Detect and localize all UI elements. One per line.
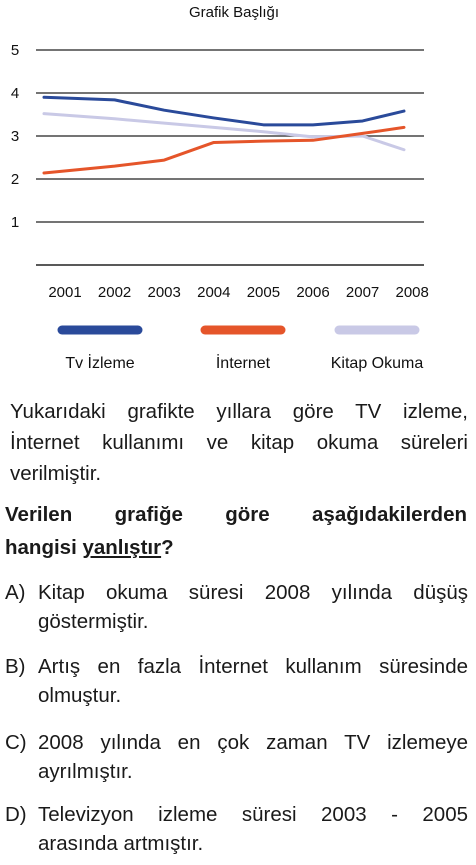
legend-label: Kitap Okuma — [330, 355, 424, 372]
y-tick-label: 4 — [10, 85, 20, 102]
option-letter: A) — [5, 581, 26, 604]
x-tick-label: 2008 — [395, 284, 429, 301]
intro-line: İnternet kullanımı ve kitap okuma süreleri — [10, 431, 468, 454]
option-text-line: ayrılmıştır. — [38, 760, 133, 783]
y-tick-label: 2 — [10, 171, 20, 188]
x-tick-label: 2007 — [345, 284, 380, 301]
option-text-line: göstermiştir. — [38, 610, 149, 633]
prompt-prefix: hangisi — [5, 536, 83, 559]
option-letter: C) — [5, 731, 27, 754]
intro-line: Yukarıdaki grafikte yıllara göre TV izleme, — [10, 400, 468, 423]
x-tick-label: 2006 — [296, 284, 330, 301]
option-text-line: Televizyon izleme süresi 2003 - 2005 — [38, 803, 468, 826]
series-lines — [44, 97, 404, 173]
y-tick-label: 1 — [10, 214, 20, 231]
prompt-line: Verilen grafiğe göre aşağıdakilerden — [5, 503, 467, 526]
option-text-line: Artış en fazla İnternet kullanım süresinde — [38, 655, 468, 678]
x-tick-label: 2001 — [48, 284, 82, 301]
legend-label: İnternet — [215, 355, 271, 372]
option-text-line: Kitap okuma süresi 2008 yılında düşüş — [38, 581, 468, 604]
intro-line: verilmiştir. — [10, 462, 102, 485]
y-tick-label: 5 — [10, 42, 20, 59]
question-intro — [10, 396, 468, 489]
x-tick-label: 2005 — [246, 284, 281, 301]
option-letter: B) — [5, 655, 26, 678]
question-prompt — [5, 498, 467, 564]
option-letter: D) — [5, 803, 27, 826]
legend-label: Tv İzleme — [65, 355, 135, 372]
option-text-line: olmuştur. — [38, 684, 122, 707]
prompt-underlined-word: yanlıştır — [82, 536, 162, 559]
option-text-line: 2008 yılında en çok zaman TV izlemeye — [38, 731, 468, 754]
x-tick-label: 2002 — [97, 284, 132, 301]
line-chart — [0, 0, 476, 385]
y-tick-label: 3 — [10, 128, 20, 145]
prompt-suffix: ? — [161, 536, 174, 559]
chart-title: Grafik Başlığı — [188, 4, 280, 21]
x-tick-label: 2004 — [197, 284, 231, 301]
series-line — [44, 97, 404, 125]
x-axis-ticks — [48, 284, 429, 301]
series-line — [44, 127, 404, 173]
y-axis-ticks — [11, 42, 19, 231]
option-text-line: arasında artmıştır. — [38, 832, 204, 855]
legend — [62, 330, 423, 372]
x-tick-label: 2003 — [147, 284, 181, 301]
